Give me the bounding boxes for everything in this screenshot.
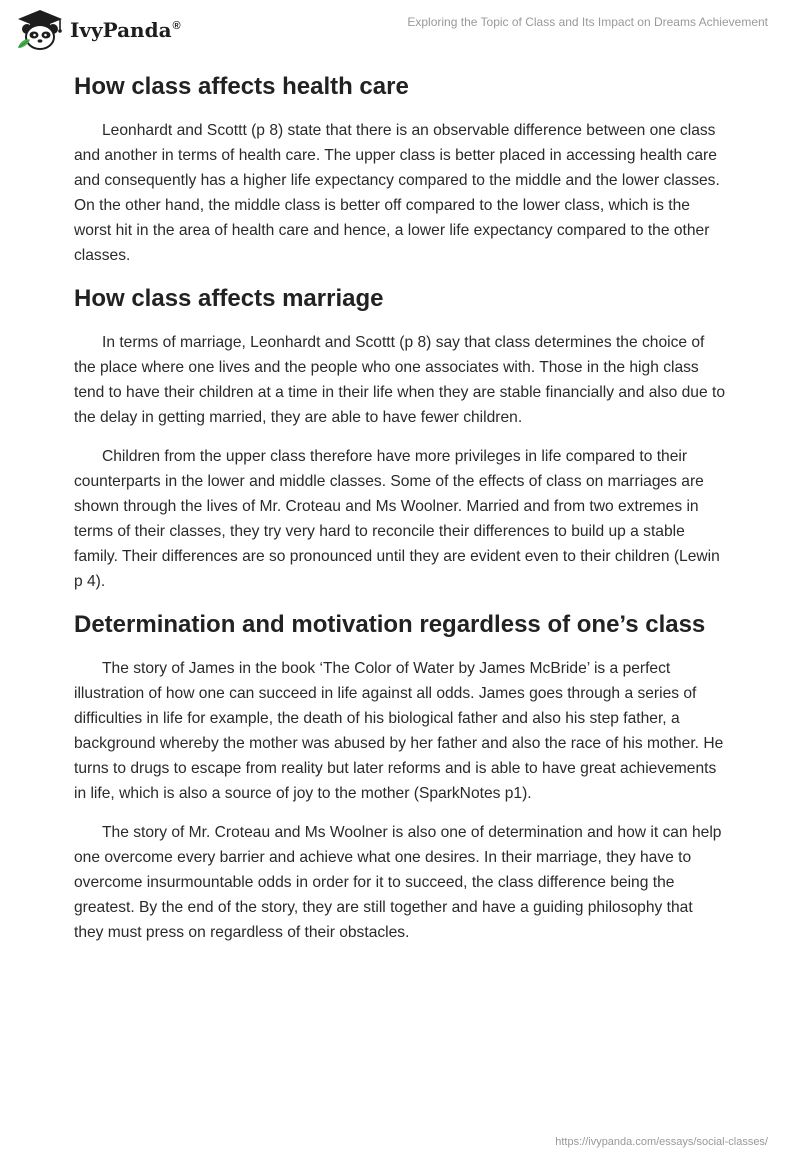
ivypanda-logo[interactable] <box>14 8 181 52</box>
section-heading: Determination and motivation regardless of one’s class <box>74 611 706 638</box>
section-determination <box>74 608 726 945</box>
paragraph: Children from the upper class therefore have more privileges in life compared to their counterparts in the lower and middle classes. Some of the effects of class on marriages are shown through the lives of Mr. Croteau and Ms Woolner. Married and from two extremes in terms of their classes, they try very hard to reconcile their differences to build up a stable family. Their differences are so pronounced until they are evident even to their children (Lewin p 4). <box>74 448 720 590</box>
paragraph: Leonhardt and Scottt (p 8) state that there is an observable difference between one class and another in terms of health care. The upper class is better placed in accessing health care and consequently has a higher life expectancy compared to the middle and the lower classes. On the other hand, the middle class is better off compared to the lower class, which is the worst hit in the area of health care and hence, a lower life expectancy compared to the other classes. <box>74 122 720 264</box>
section-health-care <box>74 70 726 268</box>
essay-body <box>74 70 726 959</box>
paragraph: The story of Mr. Croteau and Ms Woolner is also one of determination and how it can help one overcome every barrier and achieve what one desires. In their marriage, they have to overcome insurmountable odds in order for it to succeed, the class difference being the greatest. By the end of the story, they are still together and have a guiding philosophy that they must press on regardless of their obstacles. <box>74 824 722 941</box>
source-url[interactable]: https://ivypanda.com/essays/social-classes/ <box>555 1136 768 1148</box>
document-title: Exploring the Topic of Class and Its Impact on Dreams Achievement <box>407 15 768 29</box>
section-heading: How class affects health care <box>74 73 409 100</box>
page-header <box>0 0 800 60</box>
paragraph: In terms of marriage, Leonhardt and Scottt (p 8) say that class determines the choice of the place where one lives and the people who one associates with. Those in the high class tend to have their children at a time in their life when they are stable financially and also due to the delay in getting married, they are able to have fewer children. <box>74 334 725 426</box>
section-marriage <box>74 282 726 594</box>
panda-graduate-icon <box>14 8 66 52</box>
paragraph: The story of James in the book ‘The Color of Water by James McBride’ is a perfect illustration of how one can succeed in life against all odds. James goes through a series of difficulties in life for example, the death of his biological father and also his step father, a background whereby the mother was abused by her father and also the race of his mother. He turns to drugs to escape from reality but later reforms and is able to have great achievements in life, which is also a source of joy to the mother (SparkNotes p1). <box>74 660 724 802</box>
logo-wordmark: IvyPanda® <box>70 18 181 42</box>
section-heading: How class affects marriage <box>74 285 384 312</box>
